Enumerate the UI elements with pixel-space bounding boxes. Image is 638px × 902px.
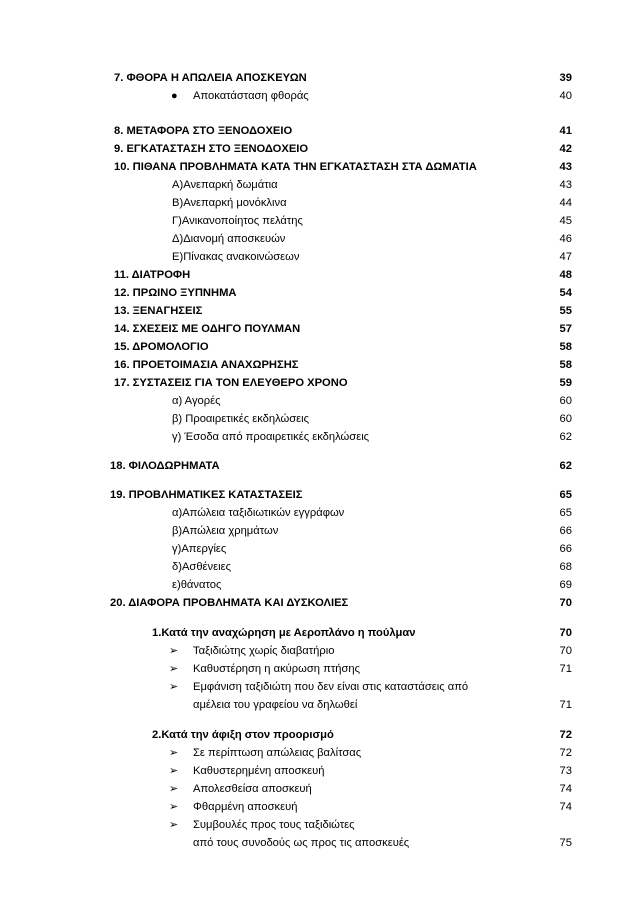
toc-entry-page-number: 69 bbox=[559, 579, 572, 591]
toc-entry-page-number: 57 bbox=[559, 323, 572, 335]
toc-entry-page-number: 70 bbox=[559, 597, 572, 609]
toc-entry-title: γ)Απεργίες bbox=[172, 543, 227, 555]
toc-entry-title: Ε)Πίνακας ανακοινώσεων bbox=[172, 251, 300, 263]
toc-entry bbox=[0, 267, 638, 283]
toc-entry-page-number: 71 bbox=[559, 699, 572, 711]
toc-entry-page-number: 60 bbox=[559, 413, 572, 425]
toc-entry bbox=[0, 595, 638, 611]
toc-entry bbox=[0, 357, 638, 373]
toc-entry bbox=[0, 817, 638, 833]
toc-entry-title: 12. ΠΡΩΙΝΟ ΞΥΠΝΗΜΑ bbox=[114, 287, 237, 299]
toc-entry bbox=[0, 458, 638, 474]
toc-entry bbox=[0, 577, 638, 593]
toc-entry-title: Συμβουλές προς τους ταξιδιώτες bbox=[193, 819, 355, 831]
toc-entry-page-number: 40 bbox=[559, 90, 572, 102]
toc-entry-title: 18. ΦΙΛΟΔΩΡΗΜΑΤΑ bbox=[110, 460, 220, 472]
toc-entry-page-number: 43 bbox=[559, 179, 572, 191]
toc-entry bbox=[0, 141, 638, 157]
toc-entry bbox=[0, 303, 638, 319]
toc-entry bbox=[0, 411, 638, 427]
toc-entry-page-number: 72 bbox=[559, 747, 572, 759]
toc-entry-title: Α)Ανεπαρκή δωμάτια bbox=[172, 179, 278, 191]
toc-entry bbox=[0, 505, 638, 521]
arrow-bullet-icon: ➢ bbox=[169, 645, 179, 657]
toc-entry-title: Εμφάνιση ταξιδιώτη που δεν είναι στις καταστάσεις από bbox=[193, 681, 469, 693]
toc-entry-title: Καθυστερημένη αποσκευή bbox=[193, 765, 325, 777]
toc-entry-page-number: 47 bbox=[559, 251, 572, 263]
toc-entry-page-number: 46 bbox=[559, 233, 572, 245]
toc-entry-title: α)Απώλεια ταξιδιωτικών εγγράφων bbox=[172, 507, 345, 519]
toc-entry-page-number: 71 bbox=[559, 663, 572, 675]
toc-entry-page-number: 60 bbox=[559, 395, 572, 407]
toc-entry-title: 14. ΣΧΕΣΕΙΣ ΜΕ ΟΔΗΓΟ ΠΟΥΛΜΑΝ bbox=[114, 323, 301, 335]
toc-entry bbox=[0, 70, 638, 86]
toc-entry-title: δ)Ασθένειες bbox=[172, 561, 231, 573]
arrow-bullet-icon: ➢ bbox=[169, 819, 179, 831]
toc-entry bbox=[0, 763, 638, 779]
toc-entry-title: Σε περίπτωση απώλειας βαλίτσας bbox=[193, 747, 362, 759]
toc-entry-title: 13. ΞΕΝΑΓΗΣΕΙΣ bbox=[114, 305, 203, 317]
toc-entry bbox=[0, 195, 638, 211]
toc-entry-page-number: 68 bbox=[559, 561, 572, 573]
toc-entry-title: 19. ΠΡΟΒΛΗΜΑΤΙΚΕΣ ΚΑΤΑΣΤΑΣΕΙΣ bbox=[110, 489, 303, 501]
toc-entry-title: αμέλεια του γραφείου να δηλωθεί bbox=[193, 699, 358, 711]
toc-entry-page-number: 65 bbox=[559, 507, 572, 519]
toc-entry-page-number: 70 bbox=[559, 627, 572, 639]
bullet-dot-icon: ● bbox=[171, 90, 178, 102]
toc-entry bbox=[0, 559, 638, 575]
toc-entry-page-number: 70 bbox=[559, 645, 572, 657]
toc-entry-page-number: 55 bbox=[559, 305, 572, 317]
toc-entry bbox=[0, 697, 638, 713]
arrow-bullet-icon: ➢ bbox=[169, 681, 179, 693]
toc-entry bbox=[0, 429, 638, 445]
toc-entry bbox=[0, 231, 638, 247]
toc-entry bbox=[0, 727, 638, 743]
toc-entry-title: Αποκατάσταση φθοράς bbox=[193, 90, 309, 102]
toc-entry bbox=[0, 781, 638, 797]
toc-entry-title: 9. ΕΓΚΑΤΑΣΤΑΣΗ ΣΤΟ ΞΕΝΟΔΟΧΕΙΟ bbox=[114, 143, 309, 155]
toc-entry-title: 16. ΠΡΟΕΤΟΙΜΑΣΙΑ ΑΝΑΧΩΡΗΣΗΣ bbox=[114, 359, 299, 371]
toc-entry-title: Β)Ανεπαρκή μονόκλινα bbox=[172, 197, 287, 209]
toc-entry-page-number: 48 bbox=[559, 269, 572, 281]
arrow-bullet-icon: ➢ bbox=[169, 663, 179, 675]
toc-entry-page-number: 62 bbox=[559, 431, 572, 443]
toc-entry-title: 15. ΔΡΟΜΟΛΟΓΙΟ bbox=[114, 341, 209, 353]
toc-entry-title: α) Αγορές bbox=[172, 395, 221, 407]
toc-entry-title: γ) Έσοδα από προαιρετικές εκδηλώσεις bbox=[172, 431, 370, 443]
toc-entry-title: 17. ΣΥΣΤΑΣΕΙΣ ΓΙΑ ΤΟΝ ΕΛΕΥΘΕΡΟ ΧΡΟΝΟ bbox=[114, 377, 348, 389]
toc-entry-page-number: 65 bbox=[559, 489, 572, 501]
toc-entry bbox=[0, 321, 638, 337]
toc-entry bbox=[0, 375, 638, 391]
toc-entry bbox=[0, 541, 638, 557]
toc-entry bbox=[0, 523, 638, 539]
toc-entry bbox=[0, 487, 638, 503]
toc-entry-page-number: 74 bbox=[559, 783, 572, 795]
toc-entry-page-number: 66 bbox=[559, 543, 572, 555]
toc-entry-page-number: 58 bbox=[559, 341, 572, 353]
toc-entry-title: 8. ΜΕΤΑΦΟΡΑ ΣΤΟ ΞΕΝΟΔΟΧΕΙΟ bbox=[114, 125, 293, 137]
toc-entry bbox=[0, 625, 638, 641]
toc-entry-title: ε)θάνατος bbox=[172, 579, 222, 591]
toc-entry-page-number: 54 bbox=[559, 287, 572, 299]
toc-entry bbox=[0, 835, 638, 851]
toc-entry-page-number: 59 bbox=[559, 377, 572, 389]
toc-entry-title: 2.Κατά την άφιξη στον προορισμό bbox=[152, 729, 334, 741]
arrow-bullet-icon: ➢ bbox=[169, 801, 179, 813]
toc-entry-title: Καθυστέρηση η ακύρωση πτήσης bbox=[193, 663, 360, 675]
toc-entry bbox=[0, 123, 638, 139]
toc-entry-title: Δ)Διανομή αποσκευών bbox=[172, 233, 286, 245]
toc-entry-title: 11. ΔΙΑΤΡΟΦΗ bbox=[114, 269, 191, 281]
toc-entry-title: Απολεσθείσα αποσκευή bbox=[193, 783, 312, 795]
toc-entry-title: β) Προαιρετικές εκδηλώσεις bbox=[172, 413, 310, 425]
toc-entry bbox=[0, 745, 638, 761]
toc-entry-title: από τους συνοδούς ως προς τις αποσκευές bbox=[193, 837, 410, 849]
toc-entry bbox=[0, 393, 638, 409]
toc-entry-page-number: 75 bbox=[559, 837, 572, 849]
arrow-bullet-icon: ➢ bbox=[169, 765, 179, 777]
toc-entry-page-number: 58 bbox=[559, 359, 572, 371]
toc-entry-page-number: 39 bbox=[559, 72, 572, 84]
toc-entry bbox=[0, 177, 638, 193]
toc-entry bbox=[0, 661, 638, 677]
toc-entry-page-number: 41 bbox=[559, 125, 572, 137]
toc-entry bbox=[0, 88, 638, 104]
toc-entry-page-number: 62 bbox=[559, 460, 572, 472]
toc-entry-page-number: 66 bbox=[559, 525, 572, 537]
toc-entry bbox=[0, 213, 638, 229]
toc-entry-title: Γ)Ανικανοποίητος πελάτης bbox=[172, 215, 303, 227]
toc-entry-page-number: 45 bbox=[559, 215, 572, 227]
arrow-bullet-icon: ➢ bbox=[169, 747, 179, 759]
toc-entry-page-number: 72 bbox=[559, 729, 572, 741]
toc-entry-page-number: 73 bbox=[559, 765, 572, 777]
toc-entry bbox=[0, 159, 638, 175]
toc-entry-page-number: 42 bbox=[559, 143, 572, 155]
toc-entry-title: Ταξιδιώτης χωρίς διαβατήριο bbox=[193, 645, 335, 657]
toc-entry bbox=[0, 679, 638, 695]
toc-entry-title: Φθαρμένη αποσκευή bbox=[193, 801, 298, 813]
toc-entry-page-number: 74 bbox=[559, 801, 572, 813]
toc-entry-title: 1.Κατά την αναχώρηση με Αεροπλάνο η πούλμαν bbox=[152, 627, 416, 639]
arrow-bullet-icon: ➢ bbox=[169, 783, 179, 795]
toc-entry-title: 20. ΔΙΑΦΟΡΑ ΠΡΟΒΛΗΜΑΤΑ ΚΑΙ ΔΥΣΚΟΛΙΕΣ bbox=[110, 597, 349, 609]
toc-entry bbox=[0, 799, 638, 815]
toc-entry bbox=[0, 285, 638, 301]
toc-entry bbox=[0, 249, 638, 265]
toc-entry-title: 10. ΠΙΘΑΝΑ ΠΡΟΒΛΗΜΑΤΑ ΚΑΤΑ ΤΗΝ ΕΓΚΑΤΑΣΤΑΣΗ ΣΤΑ ΔΩΜΑΤΙΑ bbox=[114, 161, 477, 173]
toc-entry bbox=[0, 643, 638, 659]
toc-entry bbox=[0, 339, 638, 355]
toc-entry-title: 7. ΦΘΟΡΑ Η ΑΠΩΛΕΙΑ ΑΠΟΣΚΕΥΩΝ bbox=[114, 72, 307, 84]
toc-entry-page-number: 43 bbox=[559, 161, 572, 173]
toc-entry-title: β)Απώλεια χρημάτων bbox=[172, 525, 279, 537]
toc-entry-page-number: 44 bbox=[559, 197, 572, 209]
